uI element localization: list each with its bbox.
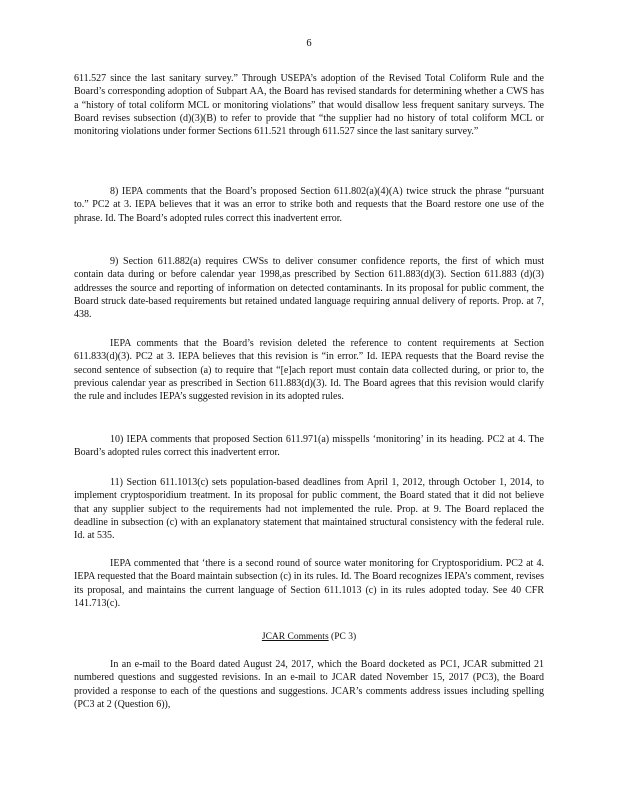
paragraph-item-11: 11) Section 611.1013(c) sets population-based deadlines from April 1, 2012, through October 1, 2014, to implement cryptosporidium treatment. In its proposal for public comment, the Board stated that it did not believe that any supplier subject to the requirements had not implemented the rule. Prop. at 9. The Board replaced the deadline in subsection (c) with an explanatory statement that maintained structural consistency with the federal rule. Id. at 535. (74, 477, 544, 542)
paragraph-item-8: 8) IEPA comments that the Board’s proposed Section 611.802(a)(4)(A) twice struck the phrase “pursuant to.” PC2 at 3. IEPA believes that it was an error to strike both and requests that the Board restore one use of the phrase. Id. The Board’s adopted rules correct this inadvertent error. (74, 186, 544, 224)
section-heading-ref: (PC 3) (331, 632, 357, 642)
section-heading-title: JCAR Comments (261, 632, 329, 642)
paragraph-sanitary-survey: 611.527 since the last sanitary survey.” Through USEPA’s adoption of the Revised Total Coliform Rule and the Board’s corresponding adoption of Subpart AA, the Board has revised standards for determining whether a CWS has a “history of total coliform MCL or monitoring violations” that would disallow less frequent sanitary surveys. The Board revises subsection (d)(3)(B) to refer to provide that “the supplier had no history of total coliform MCL or monitoring violations under former Sections 611.521 through 611.527 since the last sanitary survey.” (74, 73, 544, 138)
paragraph-iepa-content-requirements: IEPA comments that the Board’s revision deleted the reference to content requirements at Section 611.833(d)(3). PC2 at 3. IEPA believes that this revision is “in error.” Id. IEPA requests that the Board revise the second sentence of subsection (a) to require that “[e]ach report must contain data collected during, or prior to, the previous calendar year as prescribed in Section 611.883(d)(3). Id. The Board agrees that this revision would clarify the rule and includes IEPA’s suggested revision in its adopted rules. (74, 338, 544, 403)
page-number: 6 (306, 38, 312, 49)
paragraph-cryptosporidium: IEPA commented that ‘there is a second round of source water monitoring for Cryptosporidium. PC2 at 4. IEPA requested that the Board maintain subsection (c) in its rules. Id. The Board recognizes IEPA’s comment, revises its proposal, and maintains the current language of Section 611.1013 (c) in its rules adopted today. See 40 CFR 141.713(c). (74, 558, 544, 609)
paragraph-item-10: 10) IEPA comments that proposed Section 611.971(a) misspells ‘monitoring’ in its heading. PC2 at 4. The Board’s adopted rules correct this inadvertent error. (74, 434, 544, 459)
paragraph-item-9: 9) Section 611.882(a) requires CWSs to deliver consumer confidence reports, the first of which must contain data during or before calendar year 1998,as prescribed by Section 611.883(d)(3). Section 611.883 (d)(3) addresses the source and reporting of information on detected contaminants. In its proposal for public comment, the Board struck date-based requirements but retained undated language requiring annual delivery of reports. Prop. at 7, 438. (74, 256, 544, 321)
section-heading (0, 631, 618, 644)
paragraph-jcar-email: In an e-mail to the Board dated August 24, 2017, which the Board docketed as PC1, JCAR submitted 21 numbered questions and suggested revisions. In an e-mail to JCAR dated November 15, 2017 (PC3), the Board provided a response to each of the questions and suggestions. JCAR’s comments address issues including spelling (PC3 at 2 (Question 6)), (74, 659, 544, 710)
